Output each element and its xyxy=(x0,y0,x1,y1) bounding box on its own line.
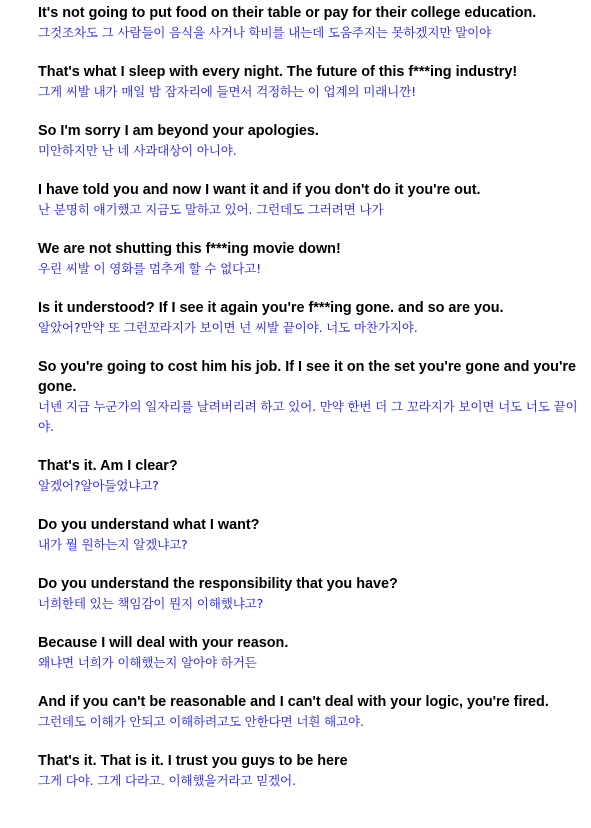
english-line: We are not shutting this f***ing movie down! xyxy=(38,241,341,257)
dialogue-entry xyxy=(38,751,586,791)
korean-translation: 난 분명히 얘기했고 지금도 말하고 있어. 그런데도 그러려면 나가 xyxy=(38,202,384,217)
dialogue-entry xyxy=(38,357,586,437)
dialogue-entry xyxy=(38,456,586,496)
korean-translation: 그런데도 이해가 안되고 이해하려고도 안한다면 너흰 해고야. xyxy=(38,714,364,729)
english-line: Because I will deal with your reason. xyxy=(38,635,289,651)
english-line: Do you understand what I want? xyxy=(38,517,260,533)
korean-translation: 그게 씨발 내가 매일 밤 잠자리에 들면서 걱정하는 이 업계의 미래니깐! xyxy=(38,84,416,99)
korean-translation: 미안하지만 난 네 사과대상이 아니야. xyxy=(38,143,237,158)
dialogue-entry xyxy=(38,692,586,732)
english-line: That's what I sleep with every night. The future of this f***ing industry! xyxy=(38,64,518,80)
dialogue-entry xyxy=(38,239,586,279)
english-line: So I'm sorry I am beyond your apologies. xyxy=(38,123,319,139)
dialogue-entry xyxy=(38,121,586,161)
dialogue-entry xyxy=(38,633,586,673)
dialogue-entry xyxy=(38,3,586,43)
dialogue-entry xyxy=(38,298,586,338)
korean-translation: 그것조차도 그 사람들이 음식을 사거나 학비를 내는데 도움주지는 못하겠지만 말이야 xyxy=(38,25,492,40)
dialogue-entry xyxy=(38,515,586,555)
english-line: And if you can't be reasonable and I can't deal with your logic, you're fired. xyxy=(38,694,549,710)
korean-translation: 그게 다야. 그게 다라고. 이해했을거라고 믿겠어. xyxy=(38,773,296,788)
english-line: I have told you and now I want it and if you don't do it you're out. xyxy=(38,182,481,198)
transcript xyxy=(38,3,586,810)
korean-translation: 내가 뭘 원하는지 알겠냐고? xyxy=(38,537,188,552)
korean-translation: 알았어?만약 또 그런꼬라지가 보이면 넌 씨발 끝이야. 너도 마찬가지야. xyxy=(38,320,418,335)
english-line: That's it. That is it. I trust you guys to be here xyxy=(38,753,348,769)
korean-translation: 왜냐면 너희가 이해했는지 알아야 하거든 xyxy=(38,655,257,670)
dialogue-entry xyxy=(38,62,586,102)
english-line: Is it understood? If I see it again you're f***ing gone. and so are you. xyxy=(38,300,504,316)
english-line: That's it. Am I clear? xyxy=(38,458,178,474)
korean-translation: 너희한테 있는 책임감이 뭔지 이해했냐고? xyxy=(38,596,264,611)
english-line: So you're going to cost him his job. If I see it on the set you're gone and you're gone. xyxy=(38,359,576,395)
english-line: It's not going to put food on their table or pay for their college education. xyxy=(38,5,537,21)
korean-translation: 너넨 지금 누군가의 일자리를 날려버리려 하고 있어. 만약 한번 더 그 꼬라지가 보이면 너도 너도 끝이야. xyxy=(38,399,578,434)
dialogue-entry xyxy=(38,574,586,614)
korean-translation: 알겠어?알아들었냐고? xyxy=(38,478,159,493)
korean-translation: 우린 씨발 이 영화를 멈추게 할 수 없다고! xyxy=(38,261,261,276)
dialogue-entry xyxy=(38,180,586,220)
english-line: Do you understand the responsibility that you have? xyxy=(38,576,398,592)
